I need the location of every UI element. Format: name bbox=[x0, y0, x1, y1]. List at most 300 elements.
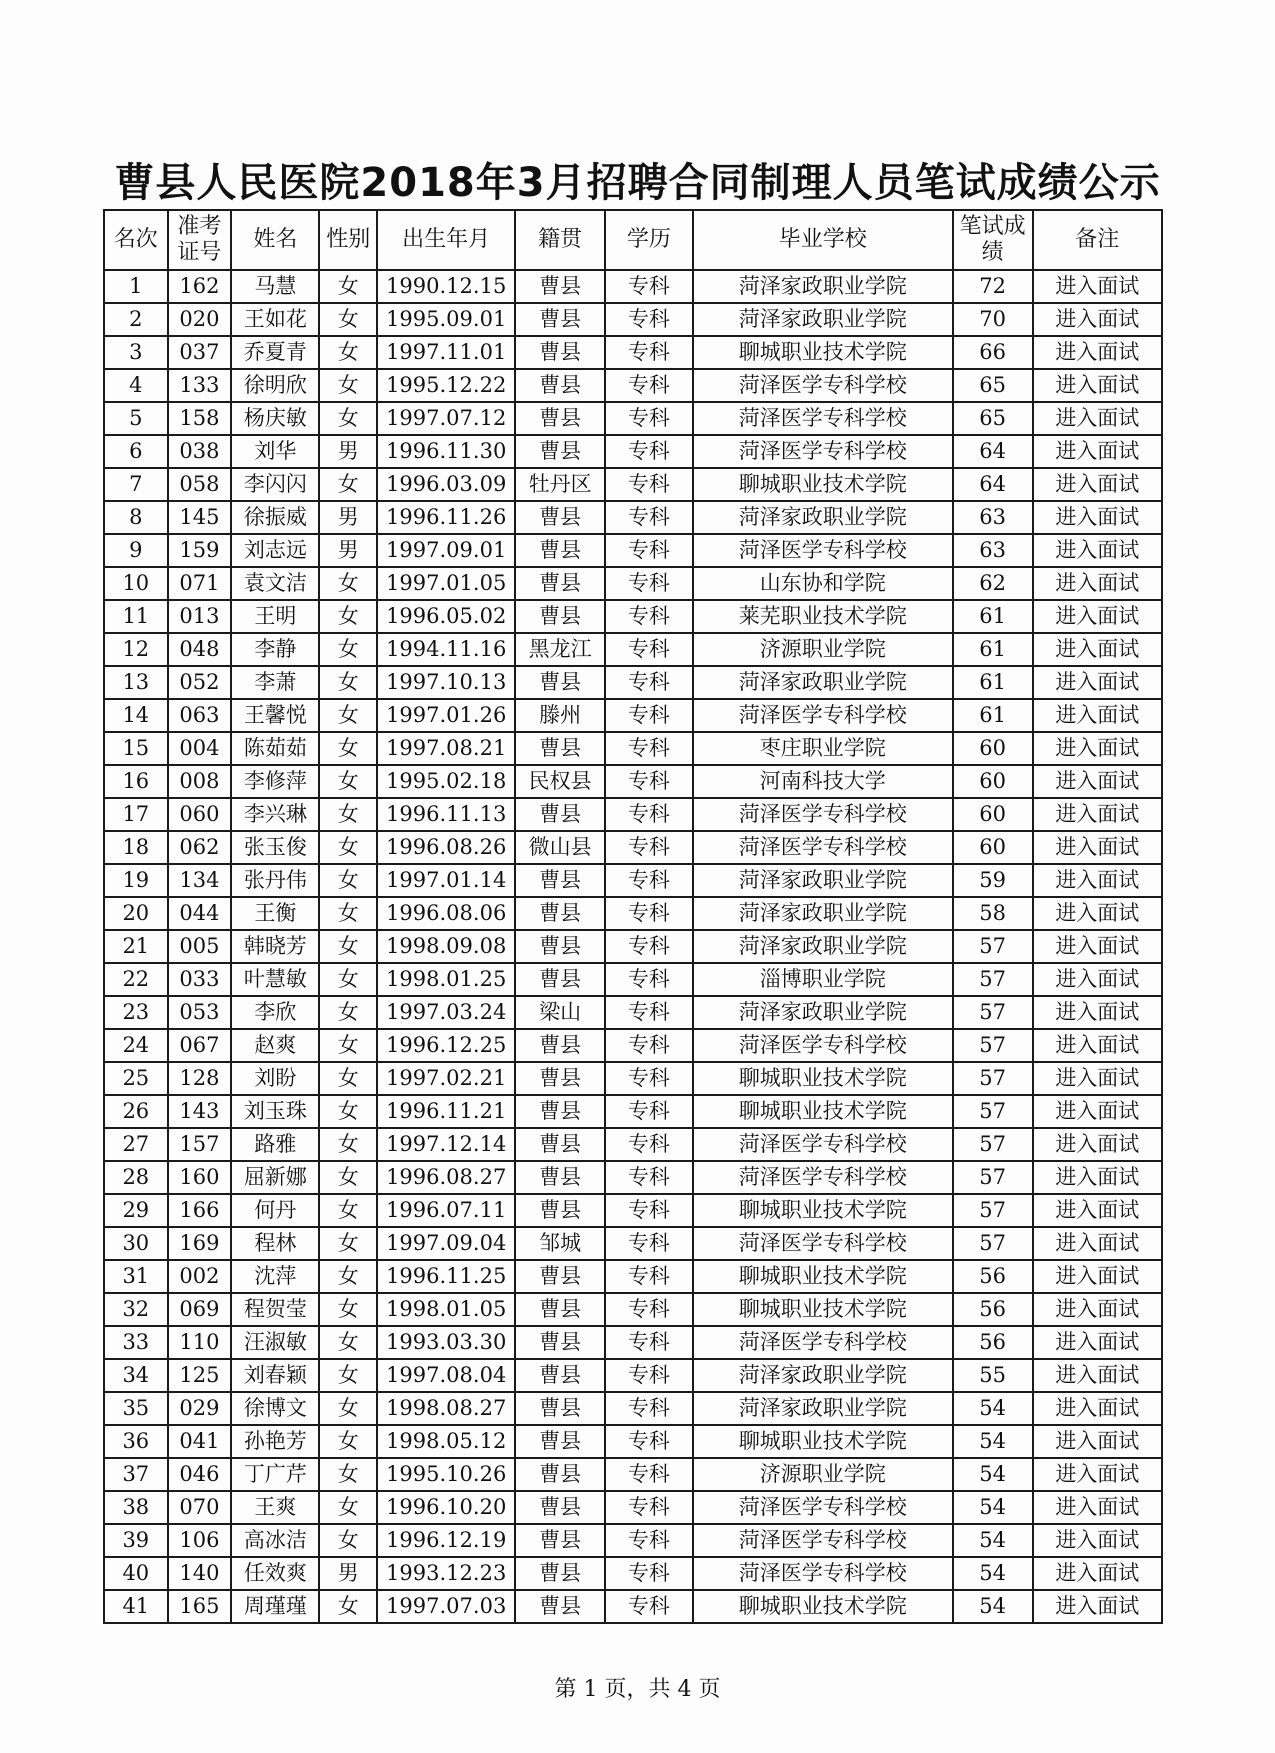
gender-cell: 女 bbox=[319, 1128, 376, 1161]
name-cell: 乔夏青 bbox=[231, 336, 319, 369]
education-cell: 专科 bbox=[605, 699, 693, 732]
exam-number-cell: 008 bbox=[168, 765, 232, 798]
native-place-cell: 牡丹区 bbox=[515, 468, 604, 501]
school-cell: 菏泽医学专科学校 bbox=[693, 1524, 953, 1557]
rank-cell: 41 bbox=[104, 1590, 168, 1623]
table-row bbox=[104, 270, 1162, 303]
native-place-cell: 曹县 bbox=[515, 303, 604, 336]
exam-number-cell: 060 bbox=[168, 798, 232, 831]
remark-cell: 进入面试 bbox=[1033, 303, 1162, 336]
name-cell: 李修萍 bbox=[231, 765, 319, 798]
education-cell: 专科 bbox=[605, 600, 693, 633]
score-cell: 59 bbox=[953, 864, 1033, 897]
exam-number-cell: 005 bbox=[168, 930, 232, 963]
gender-cell: 女 bbox=[319, 666, 376, 699]
native-place-cell: 曹县 bbox=[515, 1425, 604, 1458]
name-cell: 王衡 bbox=[231, 897, 319, 930]
school-cell: 菏泽家政职业学院 bbox=[693, 930, 953, 963]
exam-number-cell: 145 bbox=[168, 501, 232, 534]
remark-cell: 进入面试 bbox=[1033, 1128, 1162, 1161]
exam-number-cell: 070 bbox=[168, 1491, 232, 1524]
remark-cell: 进入面试 bbox=[1033, 666, 1162, 699]
exam-number-cell: 020 bbox=[168, 303, 232, 336]
gender-cell: 女 bbox=[319, 1260, 376, 1293]
gender-cell: 女 bbox=[319, 633, 376, 666]
gender-cell: 女 bbox=[319, 831, 376, 864]
school-cell: 菏泽家政职业学院 bbox=[693, 996, 953, 1029]
score-cell: 54 bbox=[953, 1524, 1033, 1557]
native-place-cell: 邹城 bbox=[515, 1227, 604, 1260]
score-cell: 61 bbox=[953, 666, 1033, 699]
school-cell: 聊城职业技术学院 bbox=[693, 1062, 953, 1095]
table-row bbox=[104, 336, 1162, 369]
rank-cell: 13 bbox=[104, 666, 168, 699]
name-cell: 何丹 bbox=[231, 1194, 319, 1227]
gender-cell: 男 bbox=[319, 435, 376, 468]
remark-cell: 进入面试 bbox=[1033, 369, 1162, 402]
rank-cell: 38 bbox=[104, 1491, 168, 1524]
birth-date-cell: 1993.12.23 bbox=[377, 1557, 516, 1590]
table-row bbox=[104, 534, 1162, 567]
education-cell: 专科 bbox=[605, 1095, 693, 1128]
name-cell: 刘春颖 bbox=[231, 1359, 319, 1392]
gender-cell: 女 bbox=[319, 1458, 376, 1491]
score-cell: 57 bbox=[953, 1128, 1033, 1161]
school-cell: 菏泽医学专科学校 bbox=[693, 369, 953, 402]
score-cell: 60 bbox=[953, 765, 1033, 798]
exam-number-cell: 058 bbox=[168, 468, 232, 501]
school-cell: 菏泽医学专科学校 bbox=[693, 1557, 953, 1590]
native-place-cell: 曹县 bbox=[515, 1590, 604, 1623]
gender-cell: 男 bbox=[319, 534, 376, 567]
education-cell: 专科 bbox=[605, 1557, 693, 1590]
score-cell: 70 bbox=[953, 303, 1033, 336]
rank-cell: 20 bbox=[104, 897, 168, 930]
name-cell: 程林 bbox=[231, 1227, 319, 1260]
score-cell: 54 bbox=[953, 1458, 1033, 1491]
native-place-cell: 曹县 bbox=[515, 1260, 604, 1293]
remark-cell: 进入面试 bbox=[1033, 336, 1162, 369]
exam-number-cell: 004 bbox=[168, 732, 232, 765]
score-cell: 62 bbox=[953, 567, 1033, 600]
native-place-cell: 曹县 bbox=[515, 336, 604, 369]
rank-cell: 19 bbox=[104, 864, 168, 897]
education-cell: 专科 bbox=[605, 1128, 693, 1161]
education-cell: 专科 bbox=[605, 897, 693, 930]
gender-cell: 女 bbox=[319, 897, 376, 930]
rank-cell: 7 bbox=[104, 468, 168, 501]
score-cell: 60 bbox=[953, 831, 1033, 864]
school-cell: 菏泽家政职业学院 bbox=[693, 303, 953, 336]
education-cell: 专科 bbox=[605, 501, 693, 534]
rank-cell: 14 bbox=[104, 699, 168, 732]
school-cell: 菏泽家政职业学院 bbox=[693, 270, 953, 303]
rank-cell: 3 bbox=[104, 336, 168, 369]
birth-date-cell: 1996.12.25 bbox=[377, 1029, 516, 1062]
native-place-cell: 滕州 bbox=[515, 699, 604, 732]
native-place-cell: 曹县 bbox=[515, 1524, 604, 1557]
native-place-cell: 曹县 bbox=[515, 600, 604, 633]
table-row bbox=[104, 1194, 1162, 1227]
name-cell: 袁文洁 bbox=[231, 567, 319, 600]
birth-date-cell: 1996.08.26 bbox=[377, 831, 516, 864]
gender-cell: 女 bbox=[319, 1227, 376, 1260]
school-cell: 聊城职业技术学院 bbox=[693, 468, 953, 501]
school-cell: 菏泽医学专科学校 bbox=[693, 699, 953, 732]
name-cell: 刘玉珠 bbox=[231, 1095, 319, 1128]
education-cell: 专科 bbox=[605, 963, 693, 996]
table-row bbox=[104, 963, 1162, 996]
score-cell: 57 bbox=[953, 1095, 1033, 1128]
native-place-cell: 曹县 bbox=[515, 897, 604, 930]
native-place-cell: 曹县 bbox=[515, 1095, 604, 1128]
name-cell: 任效爽 bbox=[231, 1557, 319, 1590]
rank-cell: 35 bbox=[104, 1392, 168, 1425]
exam-number-cell: 110 bbox=[168, 1326, 232, 1359]
gender-cell: 女 bbox=[319, 864, 376, 897]
remark-cell: 进入面试 bbox=[1033, 1425, 1162, 1458]
name-cell: 沈萍 bbox=[231, 1260, 319, 1293]
school-cell: 菏泽医学专科学校 bbox=[693, 1326, 953, 1359]
score-cell: 57 bbox=[953, 963, 1033, 996]
table-row bbox=[104, 1557, 1162, 1590]
education-cell: 专科 bbox=[605, 369, 693, 402]
name-cell: 李兴琳 bbox=[231, 798, 319, 831]
table-row bbox=[104, 996, 1162, 1029]
school-cell: 菏泽医学专科学校 bbox=[693, 1491, 953, 1524]
school-cell: 枣庄职业学院 bbox=[693, 732, 953, 765]
table-row bbox=[104, 1293, 1162, 1326]
exam-number-cell: 140 bbox=[168, 1557, 232, 1590]
table-row bbox=[104, 732, 1162, 765]
gender-cell: 女 bbox=[319, 468, 376, 501]
rank-cell: 2 bbox=[104, 303, 168, 336]
birth-date-cell: 1997.08.04 bbox=[377, 1359, 516, 1392]
rank-cell: 5 bbox=[104, 402, 168, 435]
score-cell: 57 bbox=[953, 1161, 1033, 1194]
table-header-row bbox=[104, 210, 1162, 270]
birth-date-cell: 1996.05.02 bbox=[377, 600, 516, 633]
native-place-cell: 曹县 bbox=[515, 1359, 604, 1392]
exam-number-cell: 160 bbox=[168, 1161, 232, 1194]
school-cell: 菏泽家政职业学院 bbox=[693, 501, 953, 534]
native-place-cell: 曹县 bbox=[515, 732, 604, 765]
name-cell: 陈茹茹 bbox=[231, 732, 319, 765]
rank-cell: 16 bbox=[104, 765, 168, 798]
score-cell: 57 bbox=[953, 1227, 1033, 1260]
birth-date-cell: 1997.02.21 bbox=[377, 1062, 516, 1095]
remark-cell: 进入面试 bbox=[1033, 1161, 1162, 1194]
birth-date-cell: 1998.01.25 bbox=[377, 963, 516, 996]
remark-cell: 进入面试 bbox=[1033, 534, 1162, 567]
table-row bbox=[104, 468, 1162, 501]
score-cell: 60 bbox=[953, 798, 1033, 831]
education-cell: 专科 bbox=[605, 402, 693, 435]
exam-number-cell: 041 bbox=[168, 1425, 232, 1458]
score-cell: 61 bbox=[953, 699, 1033, 732]
exam-number-cell: 052 bbox=[168, 666, 232, 699]
remark-cell: 进入面试 bbox=[1033, 1590, 1162, 1623]
native-place-cell: 曹县 bbox=[515, 1491, 604, 1524]
education-cell: 专科 bbox=[605, 303, 693, 336]
name-cell: 路雅 bbox=[231, 1128, 319, 1161]
table-row bbox=[104, 1392, 1162, 1425]
rank-cell: 6 bbox=[104, 435, 168, 468]
rank-cell: 21 bbox=[104, 930, 168, 963]
education-cell: 专科 bbox=[605, 1590, 693, 1623]
education-cell: 专科 bbox=[605, 1029, 693, 1062]
native-place-cell: 曹县 bbox=[515, 1293, 604, 1326]
gender-cell: 女 bbox=[319, 1392, 376, 1425]
remark-cell: 进入面试 bbox=[1033, 633, 1162, 666]
education-cell: 专科 bbox=[605, 1194, 693, 1227]
gender-cell: 女 bbox=[319, 1095, 376, 1128]
exam-number-cell: 029 bbox=[168, 1392, 232, 1425]
remark-cell: 进入面试 bbox=[1033, 1458, 1162, 1491]
native-place-cell: 曹县 bbox=[515, 369, 604, 402]
birth-date-cell: 1996.10.20 bbox=[377, 1491, 516, 1524]
gender-cell: 女 bbox=[319, 1524, 376, 1557]
gender-cell: 女 bbox=[319, 369, 376, 402]
gender-cell: 女 bbox=[319, 732, 376, 765]
gender-cell: 女 bbox=[319, 303, 376, 336]
gender-cell: 女 bbox=[319, 1326, 376, 1359]
exam-number-cell: 169 bbox=[168, 1227, 232, 1260]
birth-date-cell: 1995.10.26 bbox=[377, 1458, 516, 1491]
table-row bbox=[104, 1260, 1162, 1293]
name-cell: 高冰洁 bbox=[231, 1524, 319, 1557]
table-row bbox=[104, 402, 1162, 435]
score-table bbox=[103, 209, 1163, 1624]
education-cell: 专科 bbox=[605, 1392, 693, 1425]
remark-cell: 进入面试 bbox=[1033, 501, 1162, 534]
birth-date-cell: 1997.07.03 bbox=[377, 1590, 516, 1623]
rank-cell: 39 bbox=[104, 1524, 168, 1557]
native-place-cell: 曹县 bbox=[515, 1161, 604, 1194]
exam-number-cell: 106 bbox=[168, 1524, 232, 1557]
birth-date-cell: 1998.05.12 bbox=[377, 1425, 516, 1458]
score-cell: 57 bbox=[953, 1029, 1033, 1062]
name-cell: 程贺莹 bbox=[231, 1293, 319, 1326]
birth-date-cell: 1997.07.12 bbox=[377, 402, 516, 435]
rank-cell: 40 bbox=[104, 1557, 168, 1590]
school-cell: 济源职业学院 bbox=[693, 1458, 953, 1491]
school-cell: 聊城职业技术学院 bbox=[693, 1194, 953, 1227]
native-place-cell: 曹县 bbox=[515, 963, 604, 996]
native-place-cell: 曹县 bbox=[515, 1062, 604, 1095]
education-cell: 专科 bbox=[605, 1326, 693, 1359]
school-cell: 菏泽家政职业学院 bbox=[693, 864, 953, 897]
rank-cell: 26 bbox=[104, 1095, 168, 1128]
col-header-native-place: 籍贯 bbox=[515, 210, 604, 270]
table-row bbox=[104, 501, 1162, 534]
education-cell: 专科 bbox=[605, 1524, 693, 1557]
education-cell: 专科 bbox=[605, 435, 693, 468]
table-row bbox=[104, 930, 1162, 963]
score-cell: 57 bbox=[953, 1062, 1033, 1095]
col-header-score: 笔试成绩 bbox=[953, 210, 1033, 270]
score-cell: 65 bbox=[953, 369, 1033, 402]
table-row bbox=[104, 435, 1162, 468]
gender-cell: 女 bbox=[319, 600, 376, 633]
birth-date-cell: 1997.10.13 bbox=[377, 666, 516, 699]
remark-cell: 进入面试 bbox=[1033, 831, 1162, 864]
table-row bbox=[104, 897, 1162, 930]
rank-cell: 10 bbox=[104, 567, 168, 600]
school-cell: 济源职业学院 bbox=[693, 633, 953, 666]
rank-cell: 24 bbox=[104, 1029, 168, 1062]
score-cell: 65 bbox=[953, 402, 1033, 435]
education-cell: 专科 bbox=[605, 633, 693, 666]
gender-cell: 女 bbox=[319, 1194, 376, 1227]
school-cell: 聊城职业技术学院 bbox=[693, 1260, 953, 1293]
school-cell: 菏泽医学专科学校 bbox=[693, 1227, 953, 1260]
native-place-cell: 曹县 bbox=[515, 930, 604, 963]
table-row bbox=[104, 1458, 1162, 1491]
name-cell: 王馨悦 bbox=[231, 699, 319, 732]
score-cell: 57 bbox=[953, 930, 1033, 963]
gender-cell: 女 bbox=[319, 1029, 376, 1062]
rank-cell: 1 bbox=[104, 270, 168, 303]
table-row bbox=[104, 864, 1162, 897]
gender-cell: 女 bbox=[319, 567, 376, 600]
col-header-rank: 名次 bbox=[104, 210, 168, 270]
birth-date-cell: 1995.02.18 bbox=[377, 765, 516, 798]
page-footer: 第 1 页，共 4 页 bbox=[554, 1677, 721, 1702]
col-header-education: 学历 bbox=[605, 210, 693, 270]
native-place-cell: 曹县 bbox=[515, 1458, 604, 1491]
birth-date-cell: 1996.11.30 bbox=[377, 435, 516, 468]
school-cell: 菏泽医学专科学校 bbox=[693, 1029, 953, 1062]
remark-cell: 进入面试 bbox=[1033, 567, 1162, 600]
table-row bbox=[104, 1326, 1162, 1359]
score-cell: 63 bbox=[953, 534, 1033, 567]
birth-date-cell: 1998.01.05 bbox=[377, 1293, 516, 1326]
gender-cell: 女 bbox=[319, 996, 376, 1029]
score-cell: 72 bbox=[953, 270, 1033, 303]
exam-number-cell: 162 bbox=[168, 270, 232, 303]
rank-cell: 36 bbox=[104, 1425, 168, 1458]
gender-cell: 女 bbox=[319, 1590, 376, 1623]
score-cell: 64 bbox=[953, 435, 1033, 468]
birth-date-cell: 1996.11.13 bbox=[377, 798, 516, 831]
rank-cell: 4 bbox=[104, 369, 168, 402]
education-cell: 专科 bbox=[605, 1458, 693, 1491]
exam-number-cell: 157 bbox=[168, 1128, 232, 1161]
exam-number-cell: 158 bbox=[168, 402, 232, 435]
education-cell: 专科 bbox=[605, 336, 693, 369]
birth-date-cell: 1996.11.21 bbox=[377, 1095, 516, 1128]
school-cell: 聊城职业技术学院 bbox=[693, 1590, 953, 1623]
birth-date-cell: 1997.01.26 bbox=[377, 699, 516, 732]
education-cell: 专科 bbox=[605, 567, 693, 600]
score-cell: 61 bbox=[953, 600, 1033, 633]
remark-cell: 进入面试 bbox=[1033, 1491, 1162, 1524]
school-cell: 菏泽家政职业学院 bbox=[693, 1392, 953, 1425]
name-cell: 李萧 bbox=[231, 666, 319, 699]
col-header-remark: 备注 bbox=[1033, 210, 1162, 270]
rank-cell: 17 bbox=[104, 798, 168, 831]
gender-cell: 女 bbox=[319, 1359, 376, 1392]
gender-cell: 女 bbox=[319, 765, 376, 798]
gender-cell: 女 bbox=[319, 1293, 376, 1326]
name-cell: 孙艳芳 bbox=[231, 1425, 319, 1458]
native-place-cell: 曹县 bbox=[515, 864, 604, 897]
remark-cell: 进入面试 bbox=[1033, 1524, 1162, 1557]
native-place-cell: 曹县 bbox=[515, 501, 604, 534]
gender-cell: 女 bbox=[319, 798, 376, 831]
birth-date-cell: 1996.11.25 bbox=[377, 1260, 516, 1293]
remark-cell: 进入面试 bbox=[1033, 864, 1162, 897]
school-cell: 菏泽医学专科学校 bbox=[693, 1128, 953, 1161]
name-cell: 叶慧敏 bbox=[231, 963, 319, 996]
name-cell: 杨庆敏 bbox=[231, 402, 319, 435]
remark-cell: 进入面试 bbox=[1033, 699, 1162, 732]
remark-cell: 进入面试 bbox=[1033, 897, 1162, 930]
name-cell: 徐博文 bbox=[231, 1392, 319, 1425]
education-cell: 专科 bbox=[605, 666, 693, 699]
col-header-birth-date: 出生年月 bbox=[377, 210, 516, 270]
native-place-cell: 曹县 bbox=[515, 435, 604, 468]
table-row bbox=[104, 1095, 1162, 1128]
native-place-cell: 曹县 bbox=[515, 1392, 604, 1425]
rank-cell: 9 bbox=[104, 534, 168, 567]
native-place-cell: 曹县 bbox=[515, 1326, 604, 1359]
name-cell: 马慧 bbox=[231, 270, 319, 303]
school-cell: 菏泽医学专科学校 bbox=[693, 798, 953, 831]
remark-cell: 进入面试 bbox=[1033, 732, 1162, 765]
gender-cell: 男 bbox=[319, 501, 376, 534]
rank-cell: 12 bbox=[104, 633, 168, 666]
birth-date-cell: 1997.11.01 bbox=[377, 336, 516, 369]
exam-number-cell: 038 bbox=[168, 435, 232, 468]
rank-cell: 23 bbox=[104, 996, 168, 1029]
col-header-name: 姓名 bbox=[231, 210, 319, 270]
native-place-cell: 曹县 bbox=[515, 402, 604, 435]
native-place-cell: 曹县 bbox=[515, 1557, 604, 1590]
rank-cell: 32 bbox=[104, 1293, 168, 1326]
name-cell: 汪淑敏 bbox=[231, 1326, 319, 1359]
col-header-gender: 性别 bbox=[319, 210, 376, 270]
exam-number-cell: 128 bbox=[168, 1062, 232, 1095]
exam-number-cell: 063 bbox=[168, 699, 232, 732]
name-cell: 赵爽 bbox=[231, 1029, 319, 1062]
school-cell: 菏泽医学专科学校 bbox=[693, 435, 953, 468]
gender-cell: 男 bbox=[319, 1557, 376, 1590]
remark-cell: 进入面试 bbox=[1033, 1557, 1162, 1590]
remark-cell: 进入面试 bbox=[1033, 402, 1162, 435]
school-cell: 菏泽家政职业学院 bbox=[693, 1359, 953, 1392]
name-cell: 丁广芹 bbox=[231, 1458, 319, 1491]
remark-cell: 进入面试 bbox=[1033, 435, 1162, 468]
education-cell: 专科 bbox=[605, 1062, 693, 1095]
birth-date-cell: 1997.12.14 bbox=[377, 1128, 516, 1161]
remark-cell: 进入面试 bbox=[1033, 1293, 1162, 1326]
native-place-cell: 曹县 bbox=[515, 1128, 604, 1161]
school-cell: 河南科技大学 bbox=[693, 765, 953, 798]
name-cell: 王明 bbox=[231, 600, 319, 633]
remark-cell: 进入面试 bbox=[1033, 1062, 1162, 1095]
rank-cell: 25 bbox=[104, 1062, 168, 1095]
rank-cell: 30 bbox=[104, 1227, 168, 1260]
table-row bbox=[104, 1359, 1162, 1392]
exam-number-cell: 002 bbox=[168, 1260, 232, 1293]
birth-date-cell: 1998.08.27 bbox=[377, 1392, 516, 1425]
native-place-cell: 民权县 bbox=[515, 765, 604, 798]
exam-number-cell: 048 bbox=[168, 633, 232, 666]
education-cell: 专科 bbox=[605, 1359, 693, 1392]
name-cell: 周瑾瑾 bbox=[231, 1590, 319, 1623]
